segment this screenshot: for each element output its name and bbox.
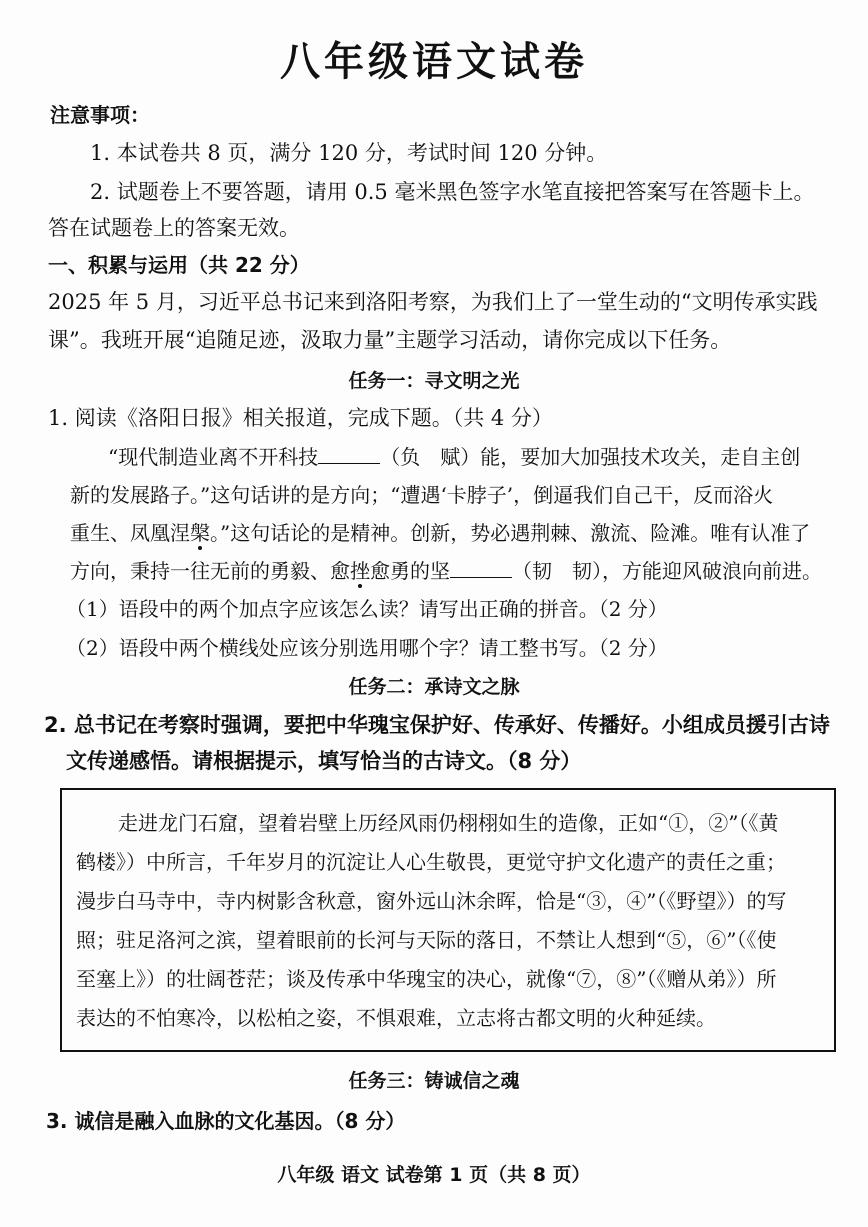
dotted-char-2: 挫 <box>350 559 370 583</box>
box-line-3: 漫步白马寺中，寺内树影含秋意，窗外远山沐余晖，恰是“③，④”（《野望》）的写 <box>76 889 787 913</box>
notice-item-2: 2. 试题卷上不要答题，请用 0.5 毫米黑色签字水笔直接把答案写在答题卡上。 <box>90 180 815 204</box>
question-3: 3. 诚信是融入血脉的文化基因。（8 分） <box>46 1109 406 1133</box>
box-line-6: 表达的不怕寒冷，以松柏之姿，不惧艰难，立志将古都文明的火种延续。 <box>76 1006 716 1030</box>
dotted-char-1: 槃 <box>190 521 210 545</box>
blank-1 <box>318 445 380 464</box>
passage-line-2: 新的发展路子。”这句话讲的是方向；“遭遇‘卡脖子’，倒逼我们自己干，反而浴火 <box>70 483 774 507</box>
passage-line-1-text-a: “现代制造业离不开科技 <box>108 445 319 469</box>
section-1-intro-line-2: 课”。我班开展“追随足迹，汲取力量”主题学习活动，请你完成以下任务。 <box>48 328 732 352</box>
sub-question-1: （1）语段中的两个加点字应该怎么读？请写出正确的拼音。（2 分） <box>66 597 668 621</box>
sub-question-2: （2）语段中两个横线处应该分别选用哪个字？请工整书写。（2 分） <box>66 636 668 660</box>
passage-line-3-text-a: 重生、凤凰涅 <box>70 521 190 545</box>
blank-2 <box>450 559 512 578</box>
passage-line-4-text-a: 方向，秉持一往无前的勇毅、愈 <box>70 559 350 583</box>
notice-item-2-cont: 答在试题卷上的答案无效。 <box>48 216 300 240</box>
question-2-line-2: 文传递感悟。请根据提示，填写恰当的古诗文。（8 分） <box>66 749 582 773</box>
box-line-1: 走进龙门石窟，望着岩壁上历经风雨仍栩栩如生的造像，正如“①，②”（《黄 <box>118 811 779 835</box>
box-line-2: 鹤楼》）中所言，千年岁月的沉淀让人心生敬畏，更觉守护文化遗产的责任之重； <box>76 850 786 874</box>
task-2-heading: 任务二：承诗文之脉 <box>348 676 520 698</box>
passage-line-1 <box>108 442 800 472</box>
task-1-heading: 任务一：寻文明之光 <box>348 370 520 392</box>
section-1-intro-line-1: 2025 年 5 月，习近平总书记来到洛阳考察，为我们上了一堂生动的“文明传承实践 <box>48 290 818 314</box>
notice-heading: 注意事项： <box>50 103 150 127</box>
box-line-4: 照；驻足洛河之滨，望着眼前的长河与天际的落日，不禁让人想到“⑤，⑥”（《使 <box>76 928 777 952</box>
passage-line-4-text-b: 愈勇的坚 <box>370 559 450 583</box>
task-3-heading: 任务三：铸诚信之魂 <box>348 1070 520 1092</box>
poetry-prompt-box <box>60 788 836 1052</box>
question-1-stem: 1. 阅读《洛阳日报》相关报道，完成下题。（共 4 分） <box>48 406 553 430</box>
passage-line-4 <box>70 556 822 586</box>
page-title: 八年级语文试卷 <box>280 39 588 85</box>
section-1-heading: 一、积累与运用（共 22 分） <box>48 253 310 277</box>
passage-line-3-text-b: 。”这句话论的是精神。创新，势必遇荆棘、激流、险滩。唯有认准了 <box>210 521 811 545</box>
notice-item-1: 1. 本试卷共 8 页，满分 120 分，考试时间 120 分钟。 <box>90 141 608 165</box>
box-line-5: 至塞上》）的壮阔苍茫；谈及传承中华瑰宝的决心，就像“⑦，⑧”（《赠从弟》）所 <box>76 967 777 991</box>
passage-line-4-text-c: （韧 韧），方能迎风破浪向前进。 <box>512 559 822 583</box>
question-2-line-1: 2. 总书记在考察时强调，要把中华瑰宝保护好、传承好、传播好。小组成员援引古诗 <box>44 713 830 737</box>
page-footer: 八年级 语文 试卷第 1 页（共 8 页） <box>277 1164 591 1186</box>
passage-line-1-text-b: （负 赋）能，要加大加强技术攻关，走自主创 <box>380 445 801 469</box>
passage-line-3 <box>70 518 810 548</box>
